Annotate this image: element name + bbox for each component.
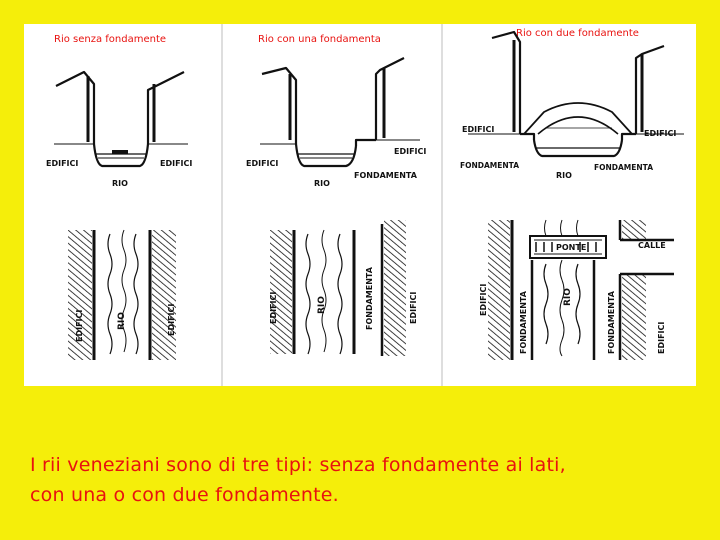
section-label: RIO [314, 179, 330, 188]
section-label: EDIFICI [246, 159, 279, 168]
section-label: EDIFICI [462, 125, 495, 134]
panel-3-plan [479, 220, 674, 360]
plan-label: EDIFICI [75, 309, 84, 342]
panel-2-section [246, 34, 426, 188]
plan-label: EDIFICI [167, 303, 176, 336]
panel-3-title: Rio con due fondamente [516, 28, 639, 39]
section-label: EDIFICI [160, 159, 193, 168]
panel-1-section [46, 34, 192, 188]
section-label: EDIFICI [394, 147, 427, 156]
plan-label: RIO [317, 296, 327, 314]
diagram-panels [24, 24, 696, 386]
section-label: RIO [112, 179, 128, 188]
panel-2-title: Rio con una fondamenta [258, 34, 381, 45]
panel-3-section [460, 28, 684, 180]
plan-label: EDIFICI [657, 321, 666, 354]
section-label: FONDAMENTA [460, 161, 520, 170]
section-label: EDIFICI [46, 159, 79, 168]
street-label: CALLE [638, 241, 666, 250]
panel-1-title: Rio senza fondamente [54, 34, 167, 45]
plan-label: EDIFICI [409, 291, 418, 324]
panel-2-plan [269, 220, 418, 356]
bridge-label: PONTE [556, 243, 587, 252]
plan-label: EDIFICI [269, 291, 278, 324]
plan-label: FONDAMENTA [607, 291, 616, 354]
panel-1-plan [68, 230, 176, 360]
section-label: FONDAMENTA [594, 163, 654, 172]
plan-label: RIO [563, 288, 573, 306]
section-label: FONDAMENTA [354, 171, 417, 180]
caption-line-2: con una o con due fondamente. [30, 484, 339, 506]
plan-label: EDIFICI [479, 283, 488, 316]
diagram-canvas [24, 24, 696, 386]
section-label: EDIFICI [644, 129, 677, 138]
caption [30, 450, 690, 510]
section-label: RIO [556, 171, 572, 180]
plan-label: FONDAMENTA [519, 291, 528, 354]
plan-label: RIO [117, 312, 127, 330]
caption-line-1: I rii veneziani sono di tre tipi: senza fondamente ai lati, [30, 454, 566, 476]
plan-label: FONDAMENTA [365, 267, 374, 330]
